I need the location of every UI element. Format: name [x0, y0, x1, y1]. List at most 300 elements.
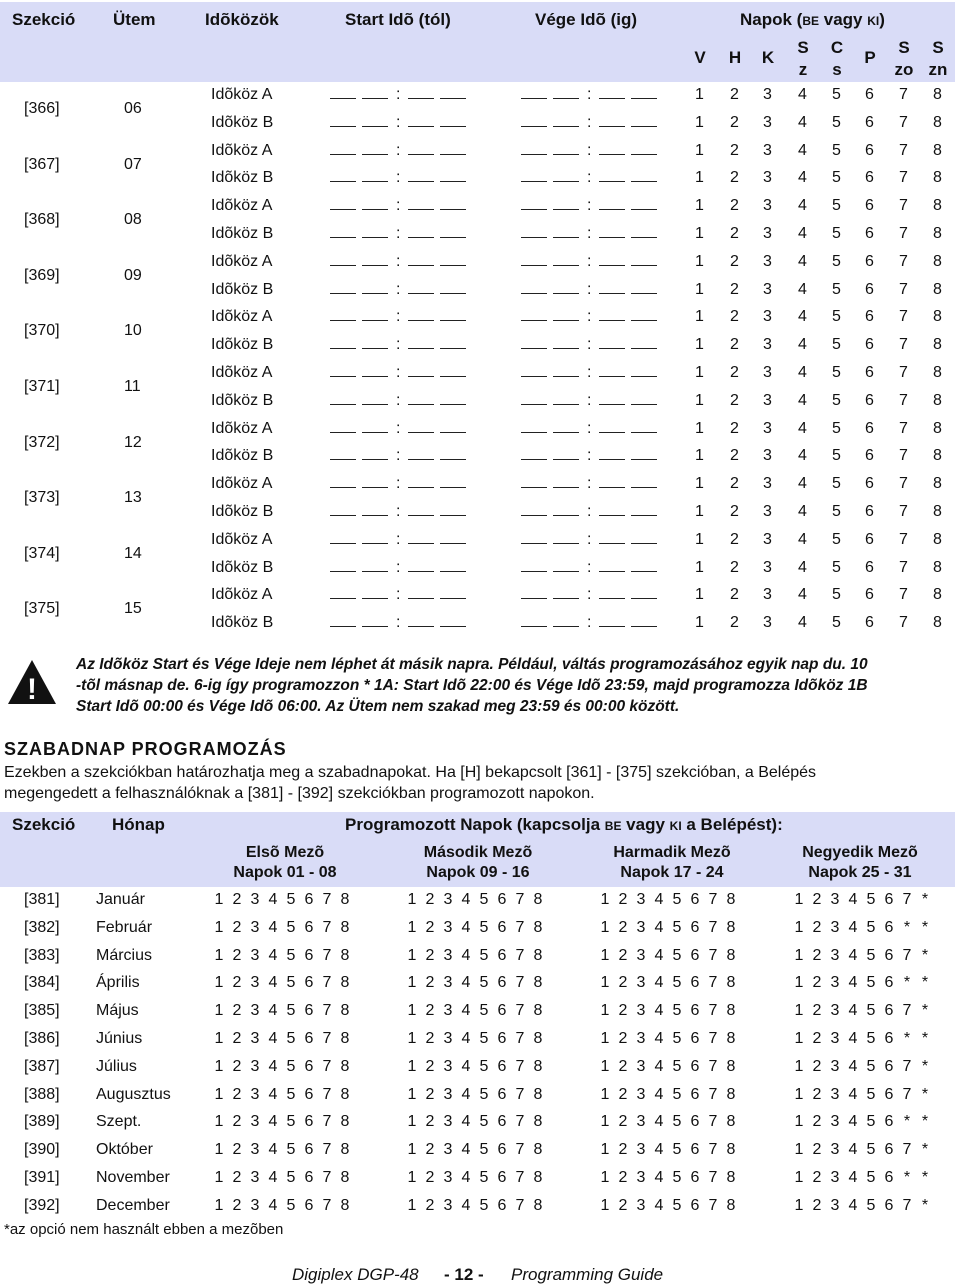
holiday-day[interactable]: 5	[479, 1002, 489, 1020]
minute-blank[interactable]	[599, 503, 625, 516]
holiday-day[interactable]: *	[921, 974, 929, 992]
minute-blank[interactable]	[631, 392, 657, 405]
hour-blank[interactable]	[521, 336, 547, 349]
hour-blank[interactable]	[362, 531, 388, 544]
holiday-day[interactable]: 8	[340, 974, 350, 992]
day-number[interactable]: 3	[763, 141, 772, 159]
holiday-day[interactable]: 2	[425, 946, 435, 964]
day-number[interactable]: 1	[695, 530, 704, 548]
holiday-day[interactable]: 8	[726, 1057, 736, 1075]
hour-blank[interactable]	[521, 169, 547, 182]
holiday-day[interactable]: 6	[690, 1169, 700, 1186]
hour-blank[interactable]	[330, 197, 356, 210]
holiday-day[interactable]: 2	[232, 946, 242, 964]
holiday-day[interactable]: 5	[479, 974, 489, 992]
hour-blank[interactable]	[362, 420, 388, 433]
holiday-day[interactable]: 5	[672, 1030, 682, 1047]
day-number[interactable]: 1	[695, 280, 704, 298]
day-number[interactable]: 3	[763, 475, 772, 493]
holiday-day[interactable]: 3	[636, 1196, 646, 1214]
hour-blank[interactable]	[362, 225, 388, 238]
day-number[interactable]: 8	[933, 113, 942, 131]
day-number[interactable]: 7	[899, 169, 908, 187]
holiday-day[interactable]: 4	[654, 1057, 664, 1075]
holiday-day[interactable]: 8	[340, 1085, 350, 1103]
minute-blank[interactable]	[440, 447, 466, 460]
day-number[interactable]: 2	[730, 558, 739, 576]
day-number[interactable]: 3	[763, 530, 772, 548]
holiday-day[interactable]: 7	[708, 1141, 718, 1159]
holiday-day[interactable]: 1	[214, 1196, 224, 1214]
holiday-day[interactable]: 4	[461, 1030, 471, 1047]
holiday-day[interactable]: 1	[214, 1113, 224, 1131]
holiday-day[interactable]: 8	[533, 891, 543, 908]
holiday-day[interactable]: 7	[708, 1196, 718, 1214]
day-number[interactable]: 8	[933, 141, 942, 159]
day-number[interactable]: 6	[865, 169, 874, 187]
day-number[interactable]: 6	[865, 113, 874, 131]
holiday-day[interactable]: 1	[214, 1030, 224, 1047]
holiday-day[interactable]: 1	[214, 891, 224, 908]
holiday-day[interactable]: 7	[708, 1113, 718, 1131]
day-number[interactable]: 8	[933, 280, 942, 298]
minute-blank[interactable]	[408, 197, 434, 210]
holiday-day[interactable]: 3	[443, 1002, 453, 1020]
holiday-day[interactable]: 4	[848, 891, 858, 908]
holiday-day[interactable]: 8	[726, 1169, 736, 1186]
holiday-day[interactable]: 1	[214, 918, 224, 936]
holiday-day[interactable]: 3	[636, 1085, 646, 1103]
day-number[interactable]: 2	[730, 280, 739, 298]
minute-blank[interactable]	[631, 225, 657, 238]
hour-blank[interactable]	[521, 197, 547, 210]
holiday-day[interactable]: 7	[322, 1141, 332, 1159]
holiday-day[interactable]: *	[903, 1030, 911, 1047]
minute-blank[interactable]	[408, 253, 434, 266]
holiday-day[interactable]: 4	[654, 1141, 664, 1159]
holiday-day[interactable]: 5	[286, 1030, 296, 1047]
day-number[interactable]: 6	[865, 364, 874, 381]
day-number[interactable]: 6	[865, 391, 874, 409]
minute-blank[interactable]	[599, 142, 625, 155]
holiday-day[interactable]: 8	[726, 891, 736, 908]
holiday-day[interactable]: 1	[794, 1057, 804, 1075]
holiday-day[interactable]: 4	[461, 1169, 471, 1186]
hour-blank[interactable]	[330, 253, 356, 266]
day-number[interactable]: 6	[865, 447, 874, 465]
holiday-day[interactable]: 3	[250, 946, 260, 964]
start-time-field[interactable]	[330, 559, 472, 577]
minute-blank[interactable]	[631, 169, 657, 182]
hour-blank[interactable]	[330, 114, 356, 127]
day-number[interactable]: 8	[933, 419, 942, 437]
holiday-day[interactable]: 4	[848, 1057, 858, 1075]
day-number[interactable]: 4	[798, 336, 807, 354]
day-number[interactable]: 5	[832, 447, 841, 465]
holiday-day[interactable]: 3	[636, 974, 646, 992]
holiday-day[interactable]: 7	[322, 946, 332, 964]
day-number[interactable]: 2	[730, 364, 739, 381]
minute-blank[interactable]	[599, 336, 625, 349]
holiday-day[interactable]: 2	[618, 1141, 628, 1159]
holiday-day[interactable]: 1	[794, 946, 804, 964]
hour-blank[interactable]	[553, 364, 579, 377]
day-number[interactable]: 4	[798, 364, 807, 381]
hour-blank[interactable]	[330, 586, 356, 599]
holiday-day[interactable]: 4	[268, 918, 278, 936]
holiday-day[interactable]: 6	[497, 1196, 507, 1214]
holiday-day[interactable]: 5	[866, 1169, 876, 1186]
holiday-day[interactable]: 3	[443, 918, 453, 936]
holiday-day[interactable]: 8	[533, 918, 543, 936]
holiday-day[interactable]: 8	[726, 1196, 736, 1214]
holiday-day[interactable]: 3	[250, 1141, 260, 1159]
hour-blank[interactable]	[553, 114, 579, 127]
holiday-day[interactable]: 3	[636, 918, 646, 936]
holiday-day[interactable]: 5	[672, 891, 682, 908]
hour-blank[interactable]	[521, 281, 547, 294]
minute-blank[interactable]	[599, 559, 625, 572]
hour-blank[interactable]	[553, 392, 579, 405]
holiday-day[interactable]: 8	[340, 1030, 350, 1047]
holiday-day[interactable]: 7	[515, 1085, 525, 1103]
minute-blank[interactable]	[408, 114, 434, 127]
holiday-day[interactable]: 5	[286, 1141, 296, 1159]
end-time-field[interactable]	[521, 142, 663, 160]
hour-blank[interactable]	[553, 420, 579, 433]
hour-blank[interactable]	[521, 475, 547, 488]
day-number[interactable]: 1	[695, 86, 704, 103]
day-number[interactable]: 4	[798, 280, 807, 298]
minute-blank[interactable]	[440, 281, 466, 294]
holiday-day[interactable]: 5	[866, 891, 876, 908]
holiday-day[interactable]: 7	[902, 946, 912, 964]
holiday-day[interactable]: 3	[443, 1085, 453, 1103]
minute-blank[interactable]	[599, 169, 625, 182]
day-number[interactable]: 5	[832, 391, 841, 409]
day-number[interactable]: 8	[933, 475, 942, 493]
minute-blank[interactable]	[599, 392, 625, 405]
hour-blank[interactable]	[553, 308, 579, 321]
start-time-field[interactable]	[330, 586, 472, 604]
holiday-day[interactable]: 3	[830, 1169, 840, 1186]
holiday-day[interactable]: *	[921, 1141, 929, 1159]
holiday-day[interactable]: 7	[515, 946, 525, 964]
minute-blank[interactable]	[408, 281, 434, 294]
day-number[interactable]: 7	[899, 308, 908, 326]
holiday-day[interactable]: 1	[214, 946, 224, 964]
holiday-day[interactable]: 2	[812, 974, 822, 992]
day-number[interactable]: 3	[763, 419, 772, 437]
minute-blank[interactable]	[440, 531, 466, 544]
holiday-day[interactable]: 7	[322, 1196, 332, 1214]
holiday-day[interactable]: 8	[533, 974, 543, 992]
holiday-day[interactable]: *	[921, 1002, 929, 1020]
holiday-day[interactable]: 8	[533, 1141, 543, 1159]
day-number[interactable]: 5	[832, 530, 841, 548]
minute-blank[interactable]	[440, 559, 466, 572]
holiday-day[interactable]: 7	[515, 974, 525, 992]
day-number[interactable]: 6	[865, 530, 874, 548]
holiday-day[interactable]: 5	[672, 1169, 682, 1186]
holiday-day[interactable]: 7	[515, 1057, 525, 1075]
holiday-day[interactable]: 6	[884, 1141, 894, 1159]
day-number[interactable]: 2	[730, 141, 739, 159]
minute-blank[interactable]	[631, 197, 657, 210]
holiday-day[interactable]: 5	[286, 946, 296, 964]
holiday-day[interactable]: 1	[214, 1057, 224, 1075]
holiday-day[interactable]: 6	[690, 1113, 700, 1131]
hour-blank[interactable]	[362, 586, 388, 599]
minute-blank[interactable]	[599, 364, 625, 377]
minute-blank[interactable]	[408, 475, 434, 488]
holiday-day[interactable]: 2	[618, 1030, 628, 1047]
day-number[interactable]: 2	[730, 586, 739, 604]
holiday-day[interactable]: 5	[672, 946, 682, 964]
holiday-day[interactable]: 3	[636, 1141, 646, 1159]
day-number[interactable]: 5	[832, 252, 841, 270]
minute-blank[interactable]	[599, 308, 625, 321]
holiday-day[interactable]: *	[903, 1169, 911, 1186]
hour-blank[interactable]	[553, 142, 579, 155]
minute-blank[interactable]	[408, 225, 434, 238]
holiday-day[interactable]: 5	[866, 974, 876, 992]
day-number[interactable]: 7	[899, 614, 908, 632]
holiday-day[interactable]: 6	[884, 1196, 894, 1214]
holiday-day[interactable]: 1	[214, 1141, 224, 1159]
holiday-day[interactable]: 3	[443, 1141, 453, 1159]
holiday-day[interactable]: 2	[425, 1196, 435, 1214]
holiday-day[interactable]: 1	[794, 1002, 804, 1020]
start-time-field[interactable]	[330, 392, 472, 410]
minute-blank[interactable]	[440, 114, 466, 127]
holiday-day[interactable]: 6	[497, 1030, 507, 1047]
hour-blank[interactable]	[362, 475, 388, 488]
holiday-day[interactable]: 3	[250, 1057, 260, 1075]
holiday-day[interactable]: 1	[407, 1113, 417, 1131]
day-number[interactable]: 3	[763, 336, 772, 354]
minute-blank[interactable]	[599, 447, 625, 460]
holiday-day[interactable]: 2	[232, 1085, 242, 1103]
holiday-day[interactable]: 1	[600, 1169, 610, 1186]
holiday-day[interactable]: 5	[672, 1057, 682, 1075]
holiday-day[interactable]: 6	[304, 1113, 314, 1131]
minute-blank[interactable]	[440, 586, 466, 599]
day-number[interactable]: 5	[832, 141, 841, 159]
end-time-field[interactable]	[521, 392, 663, 410]
holiday-day[interactable]: 1	[214, 1002, 224, 1020]
day-number[interactable]: 3	[763, 364, 772, 381]
holiday-day[interactable]: 2	[425, 1030, 435, 1047]
holiday-day[interactable]: 8	[533, 1113, 543, 1131]
minute-blank[interactable]	[631, 503, 657, 516]
holiday-day[interactable]: 6	[304, 1030, 314, 1047]
hour-blank[interactable]	[553, 586, 579, 599]
minute-blank[interactable]	[631, 336, 657, 349]
day-number[interactable]: 8	[933, 308, 942, 326]
day-number[interactable]: 1	[695, 558, 704, 576]
day-number[interactable]: 6	[865, 141, 874, 159]
day-number[interactable]: 6	[865, 558, 874, 576]
holiday-day[interactable]: *	[903, 918, 911, 936]
minute-blank[interactable]	[408, 392, 434, 405]
holiday-day[interactable]: 1	[214, 1169, 224, 1186]
holiday-day[interactable]: 6	[497, 1141, 507, 1159]
holiday-day[interactable]: 5	[479, 1085, 489, 1103]
holiday-day[interactable]: 6	[497, 918, 507, 936]
end-time-field[interactable]	[521, 364, 663, 382]
minute-blank[interactable]	[408, 503, 434, 516]
holiday-day[interactable]: 2	[618, 1002, 628, 1020]
day-number[interactable]: 4	[798, 141, 807, 159]
hour-blank[interactable]	[330, 420, 356, 433]
holiday-day[interactable]: 1	[407, 1085, 417, 1103]
day-number[interactable]: 2	[730, 447, 739, 465]
holiday-day[interactable]: 8	[726, 946, 736, 964]
day-number[interactable]: 4	[798, 558, 807, 576]
holiday-day[interactable]: 4	[848, 1030, 858, 1047]
day-number[interactable]: 7	[899, 558, 908, 576]
day-number[interactable]: 6	[865, 252, 874, 270]
holiday-day[interactable]: 8	[726, 1141, 736, 1159]
day-number[interactable]: 8	[933, 447, 942, 465]
holiday-day[interactable]: 3	[250, 1002, 260, 1020]
day-number[interactable]: 1	[695, 364, 704, 381]
holiday-day[interactable]: 3	[250, 1085, 260, 1103]
minute-blank[interactable]	[408, 364, 434, 377]
hour-blank[interactable]	[330, 614, 356, 627]
holiday-day[interactable]: 6	[690, 946, 700, 964]
hour-blank[interactable]	[362, 559, 388, 572]
holiday-day[interactable]: 8	[726, 918, 736, 936]
holiday-day[interactable]: 2	[232, 1113, 242, 1131]
holiday-day[interactable]: 4	[268, 946, 278, 964]
holiday-day[interactable]: 1	[600, 1196, 610, 1214]
holiday-day[interactable]: 2	[812, 1002, 822, 1020]
holiday-day[interactable]: 7	[322, 1085, 332, 1103]
hour-blank[interactable]	[553, 336, 579, 349]
holiday-day[interactable]: 7	[322, 974, 332, 992]
holiday-day[interactable]: 1	[407, 974, 417, 992]
holiday-day[interactable]: 5	[866, 946, 876, 964]
day-number[interactable]: 5	[832, 364, 841, 381]
holiday-day[interactable]: 2	[812, 1085, 822, 1103]
minute-blank[interactable]	[408, 447, 434, 460]
holiday-day[interactable]: 4	[654, 946, 664, 964]
holiday-day[interactable]: 2	[232, 1141, 242, 1159]
minute-blank[interactable]	[631, 308, 657, 321]
holiday-day[interactable]: 2	[425, 1169, 435, 1186]
holiday-day[interactable]: 1	[600, 1030, 610, 1047]
hour-blank[interactable]	[521, 86, 547, 99]
minute-blank[interactable]	[631, 364, 657, 377]
holiday-day[interactable]: 6	[884, 1002, 894, 1020]
hour-blank[interactable]	[330, 308, 356, 321]
holiday-day[interactable]: 2	[812, 918, 822, 936]
day-number[interactable]: 1	[695, 225, 704, 242]
day-number[interactable]: 1	[695, 197, 704, 215]
start-time-field[interactable]	[330, 336, 472, 354]
start-time-field[interactable]	[330, 281, 472, 299]
holiday-day[interactable]: 8	[340, 918, 350, 936]
holiday-day[interactable]: 8	[726, 1113, 736, 1131]
day-number[interactable]: 3	[763, 391, 772, 409]
holiday-day[interactable]: 1	[407, 946, 417, 964]
holiday-day[interactable]: 2	[232, 918, 242, 936]
holiday-day[interactable]: 7	[708, 974, 718, 992]
minute-blank[interactable]	[631, 586, 657, 599]
minute-blank[interactable]	[631, 142, 657, 155]
holiday-day[interactable]: 6	[690, 1196, 700, 1214]
holiday-day[interactable]: 3	[636, 1030, 646, 1047]
day-number[interactable]: 3	[763, 614, 772, 632]
minute-blank[interactable]	[631, 420, 657, 433]
minute-blank[interactable]	[440, 86, 466, 99]
day-number[interactable]: 7	[899, 252, 908, 270]
holiday-day[interactable]: 1	[794, 1113, 804, 1131]
holiday-day[interactable]: 3	[250, 891, 260, 908]
holiday-day[interactable]: *	[921, 946, 929, 964]
holiday-day[interactable]: 4	[848, 974, 858, 992]
holiday-day[interactable]: 8	[533, 1057, 543, 1075]
holiday-day[interactable]: 3	[830, 1057, 840, 1075]
holiday-day[interactable]: 6	[304, 1002, 314, 1020]
hour-blank[interactable]	[553, 503, 579, 516]
holiday-day[interactable]: 4	[848, 946, 858, 964]
hour-blank[interactable]	[330, 559, 356, 572]
holiday-day[interactable]: *	[921, 1169, 929, 1186]
hour-blank[interactable]	[553, 169, 579, 182]
day-number[interactable]: 2	[730, 391, 739, 409]
holiday-day[interactable]: 8	[533, 1030, 543, 1047]
start-time-field[interactable]	[330, 253, 472, 271]
holiday-day[interactable]: 2	[425, 918, 435, 936]
day-number[interactable]: 6	[865, 86, 874, 103]
holiday-day[interactable]: 2	[425, 974, 435, 992]
holiday-day[interactable]: 3	[636, 891, 646, 908]
hour-blank[interactable]	[330, 281, 356, 294]
minute-blank[interactable]	[408, 142, 434, 155]
holiday-day[interactable]: 4	[461, 1196, 471, 1214]
minute-blank[interactable]	[408, 308, 434, 321]
day-number[interactable]: 8	[933, 169, 942, 187]
holiday-day[interactable]: 5	[866, 1030, 876, 1047]
holiday-day[interactable]: 6	[497, 1057, 507, 1075]
start-time-field[interactable]	[330, 308, 472, 326]
day-number[interactable]: 2	[730, 197, 739, 215]
holiday-day[interactable]: *	[921, 918, 929, 936]
holiday-day[interactable]: 3	[443, 1169, 453, 1186]
minute-blank[interactable]	[631, 86, 657, 99]
day-number[interactable]: 5	[832, 197, 841, 215]
holiday-day[interactable]: 2	[812, 946, 822, 964]
end-time-field[interactable]	[521, 586, 663, 604]
holiday-day[interactable]: 3	[636, 1002, 646, 1020]
holiday-day[interactable]: 4	[268, 1141, 278, 1159]
holiday-day[interactable]: 3	[443, 1057, 453, 1075]
hour-blank[interactable]	[362, 169, 388, 182]
day-number[interactable]: 2	[730, 614, 739, 632]
holiday-day[interactable]: 5	[286, 1002, 296, 1020]
holiday-day[interactable]: 4	[848, 1002, 858, 1020]
hour-blank[interactable]	[521, 225, 547, 238]
minute-blank[interactable]	[440, 392, 466, 405]
day-number[interactable]: 7	[899, 225, 908, 242]
hour-blank[interactable]	[330, 169, 356, 182]
holiday-day[interactable]: 5	[672, 974, 682, 992]
holiday-day[interactable]: 7	[902, 1057, 912, 1075]
holiday-day[interactable]: *	[921, 1085, 929, 1103]
